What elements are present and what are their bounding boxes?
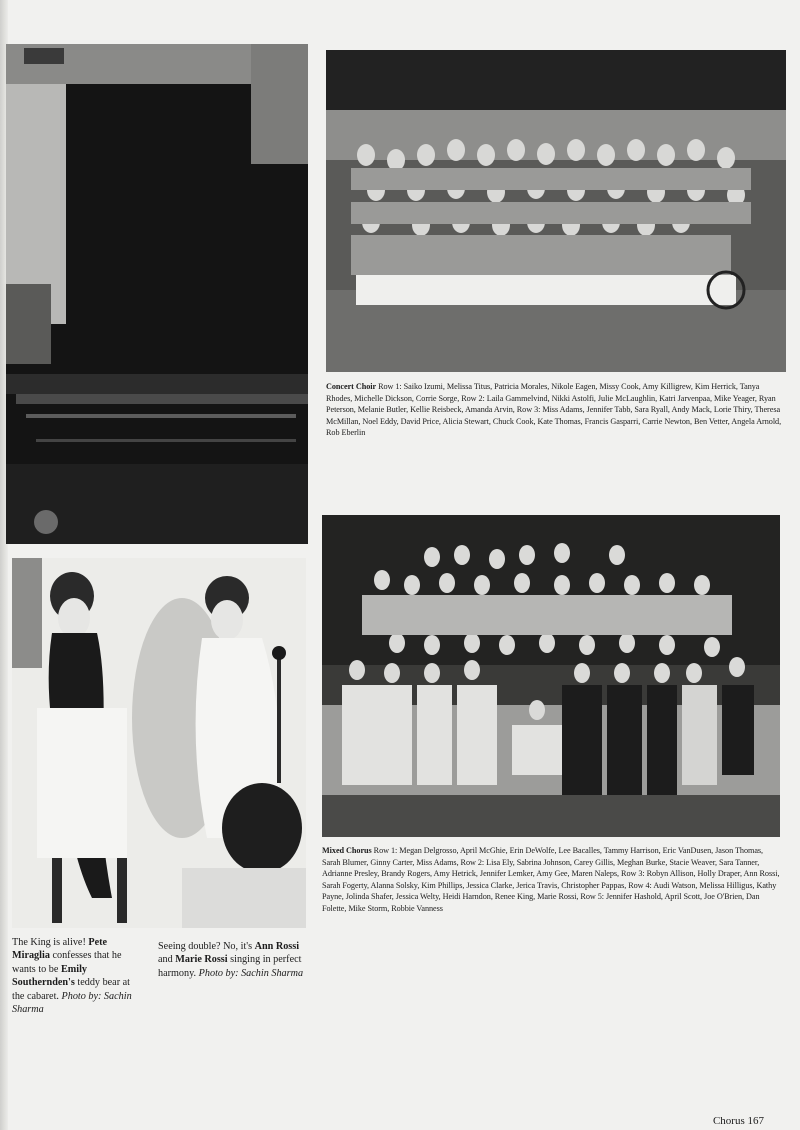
caption-left-tail: teddy bear at the cabaret. — [12, 977, 130, 1002]
mixed-chorus-caption — [322, 845, 780, 915]
concert-choir-names: Row 1: Saiko Izumi, Melissa Titus, Patricia Morales, Nikole Eagen, Missy Cook, Amy Killigrew, Kim Herrick, Tanya Rhodes, Michelle Dickson, Corrie Sorge, Row 2: Laila Gammelvind, Nikki Astolfi, Julie McLaughlin, Katri Jarvenpaa, Mike Yeager, Ryan Peterson, Melanie Butler, Kellie Reisbeck, Amanda Arvin, Row 3: Miss Adams, Jennifer Tabb, Sara Ryall, Andy Mack, Lorie Thiry, Theresa McMillan, Noel Eddy, David Price, Alicia Stewart, Chuck Cook, Kate Thomas, Francis Gasparri, Carrie Newton, Ben Vetter, Angela Arnold, Rob Eberlin — [326, 382, 782, 438]
page-number: Chorus 167 — [712, 1115, 764, 1127]
caption-left-name1: Pete Miraglia — [12, 937, 108, 962]
concert-choir-photo — [326, 50, 786, 372]
caption-right-tail: singing in perfect harmony. — [158, 954, 302, 979]
concert-choir-caption — [326, 381, 786, 439]
caption-right-lead: Seeing double? No, it's — [158, 941, 253, 952]
caption-right-name1: Ann Rossi — [254, 941, 300, 952]
mixed-chorus-heading: Mixed Chorus — [322, 846, 372, 855]
mixed-chorus-photo — [322, 515, 780, 837]
caption-left-credit: Photo by: Sachin Sharma — [12, 990, 132, 1016]
caption-left-lead: The King is alive! — [12, 937, 86, 948]
cabaret-caption-right — [158, 940, 304, 980]
stage-photo — [6, 44, 308, 544]
concert-choir-heading: Concert Choir — [326, 382, 377, 391]
caption-left-name2: Emily Southernden's — [12, 963, 87, 989]
caption-right-name2: Marie Rossi — [175, 954, 228, 966]
cabaret-caption-left — [12, 936, 144, 1016]
mixed-chorus-names: Row 1: Megan Delgrosso, April McGhie, Erin DeWolfe, Lee Bacalles, Tammy Harrison, Eric VanDusen, Jason Thomas, Sarah Blumer, Ginny Carter, Miss Adams, Row 2: Lisa Ely, Sabrina Johnson, Carey Gillis, Meghan Burke, Stacie Weaver, Sara Tanner, Adrianne Presley, Brandy Rogers, Amy Hetrick, Jennifer Lemker, Amy Gee, Maren Naleps, Row 3: Robyn Allison, Holly Draper, Ann Rossi, Sarah Fogerty, Alanna Solsky, Kim Phillips, Jessica Clarke, Jerica Travis, Christopher Pappas, Row 4: Audi Watson, Melissa Hilligus, Kathy Payne, Jolinda Shafer, Jessica Welty, Heidi Harndon, Renee King, Marie Rossi, Row 5: Jennifer Hashold, April Scott, Joe O'Brien, Dan Folette, Mike Storm, Robbie Vanness — [322, 846, 780, 913]
cabaret-photo — [12, 558, 306, 928]
caption-right-credit: Photo by: Sachin Sharma — [198, 967, 304, 979]
caption-right-and: and — [158, 954, 173, 966]
caption-left-mid: confesses that he wants to be — [12, 950, 122, 975]
